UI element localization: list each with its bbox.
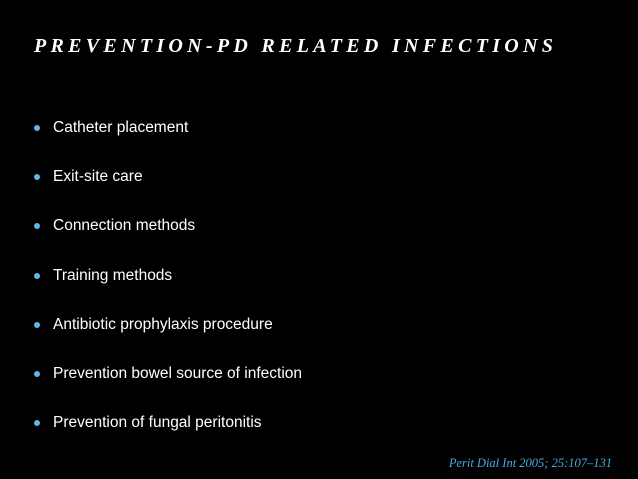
bullet-icon [34, 420, 40, 426]
bullet-icon [34, 322, 40, 328]
list-item [34, 349, 302, 398]
bullet-icon [34, 371, 40, 377]
bullet-text: Connection methods [53, 217, 196, 235]
list-item [34, 202, 302, 251]
bullet-text: Training methods [53, 266, 173, 284]
slide-title: PREVENTION-PD RELATED INFECTIONS [34, 35, 558, 57]
list-item [34, 152, 302, 201]
citation: Perit Dial Int 2005; 25:107–131 [448, 456, 612, 470]
bullet-text: Antibiotic prophylaxis procedure [53, 315, 273, 333]
list-item [34, 251, 302, 300]
bullet-icon [34, 174, 40, 180]
bullet-text: Exit-site care [53, 167, 143, 185]
bullet-text: Catheter placement [53, 118, 189, 136]
list-item [34, 399, 302, 448]
list-item [34, 103, 302, 152]
bullet-list [34, 103, 302, 448]
bullet-icon [34, 125, 40, 131]
bullet-text: Prevention of fungal peritonitis [53, 414, 262, 432]
bullet-icon [34, 273, 40, 279]
bullet-icon [34, 223, 40, 229]
list-item [34, 300, 302, 349]
bullet-text: Prevention bowel source of infection [53, 365, 303, 383]
